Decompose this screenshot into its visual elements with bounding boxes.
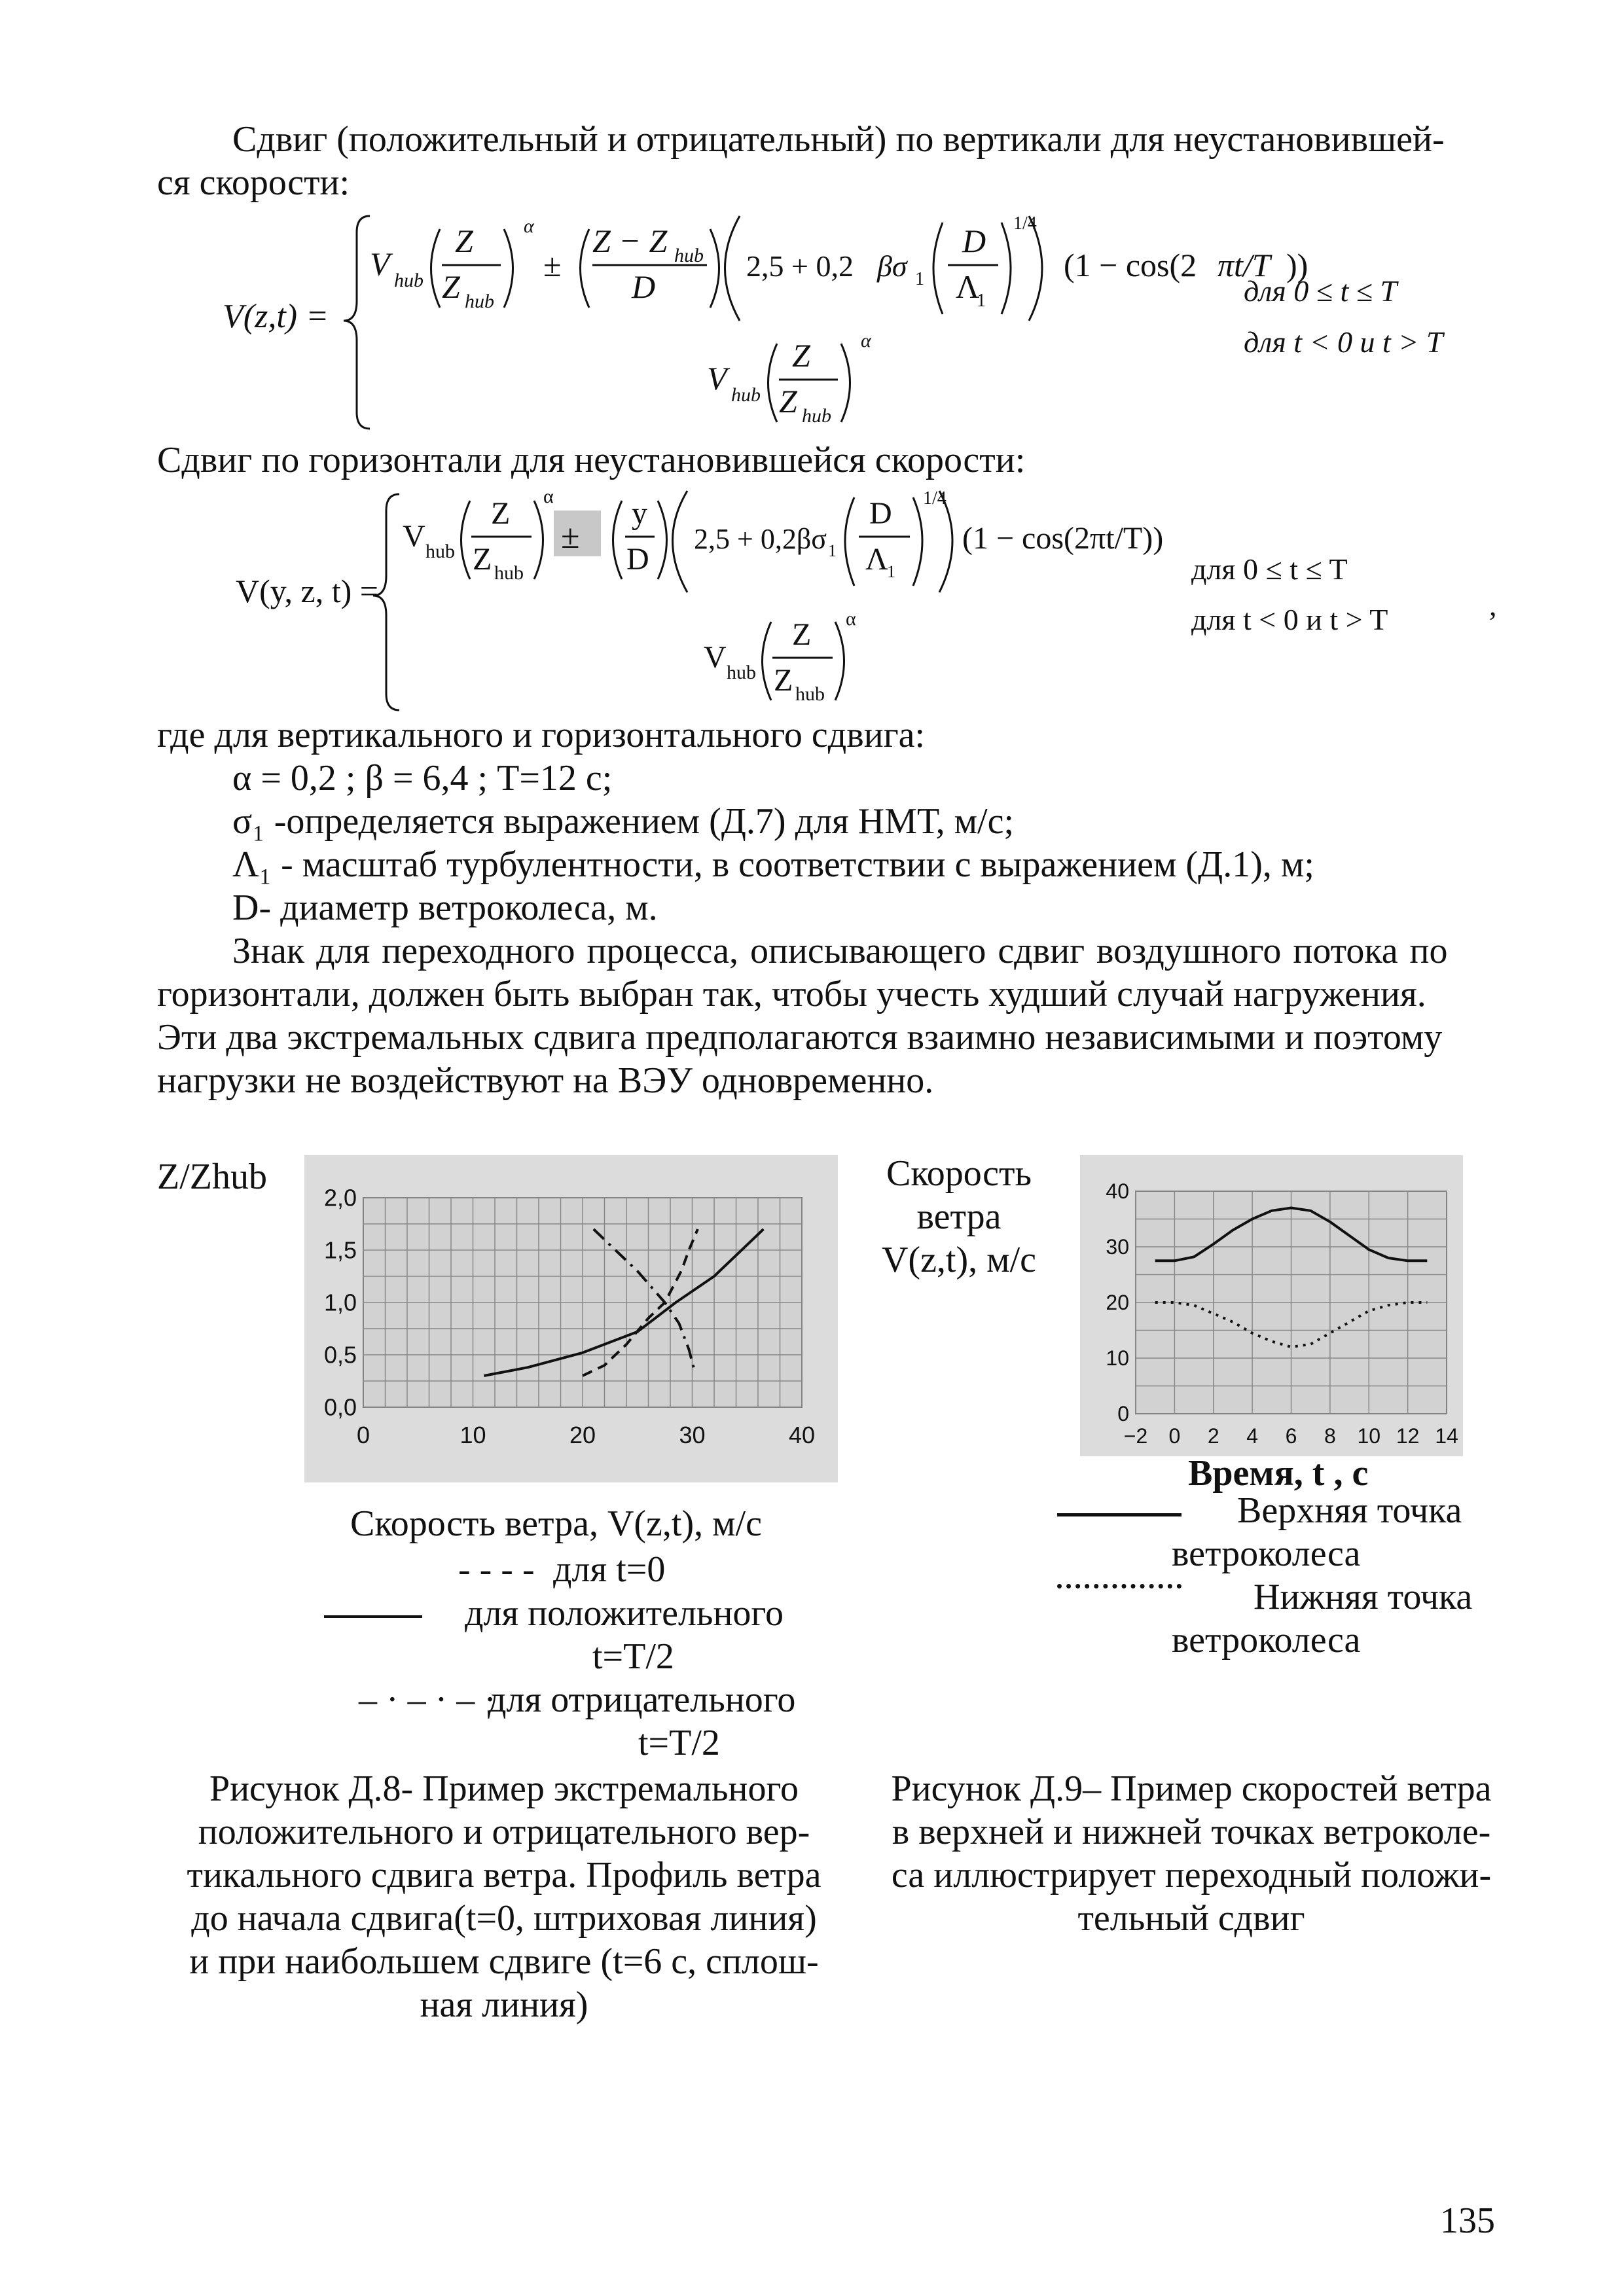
sign-paragraph-line4: нагрузки не воздействуют на ВЭУ одновременно.	[157, 1060, 934, 1101]
svg-text:Z: Z	[442, 268, 460, 305]
c1-ytick-label: 0,0	[323, 1393, 357, 1421]
c1-ytick-label: 2,0	[323, 1184, 357, 1211]
svg-text:Z: Z	[455, 223, 473, 259]
where-intro: где для вертикального и горизонтального сдвига:	[157, 715, 926, 755]
fig8-legend-solid-sample	[324, 1615, 422, 1618]
svg-text:D: D	[632, 268, 656, 305]
fig9-caption-line: са иллюстрирует переходный положи-	[891, 1855, 1492, 1895]
fig8-caption-line: и при наибольшем сдвиге (t=6 с, сплош-	[189, 1941, 819, 1982]
svg-text:±: ±	[543, 247, 562, 283]
fig9-ylabel-line: V(z,t), м/с	[881, 1240, 1036, 1280]
svg-text:D: D	[626, 542, 649, 577]
svg-text:α: α	[543, 486, 554, 507]
page-number: 135	[1440, 2200, 1495, 2241]
svg-text:для 0 ≤ t ≤ T: для 0 ≤ t ≤ T	[1191, 552, 1348, 586]
sign-paragraph-line3: Эти два экстремальных сдвига предполагаются взаимно независимыми и поэтому	[157, 1017, 1443, 1058]
c2-xtick-label: 14	[1435, 1424, 1458, 1448]
svg-text:1: 1	[915, 269, 924, 289]
lambda-definition: Λ₁ - масштаб турбулентности, в соответствии с выражением (Д.1), м;	[232, 844, 1314, 885]
fig8-caption	[144, 1767, 864, 2026]
svg-text:2,5 + 0,2: 2,5 + 0,2	[746, 249, 854, 283]
fig8-legend-text-3: t=T/2	[592, 1636, 674, 1677]
fig8-legend-text-1: для t=0	[553, 1549, 666, 1590]
fig8-ylabel: Z/Zhub	[157, 1157, 267, 1197]
svg-text:1: 1	[828, 541, 837, 560]
c2-xtick-label: 12	[1396, 1424, 1420, 1448]
fig8-legend-sample-1: - - - -	[458, 1549, 535, 1590]
svg-text:Λ: Λ	[865, 542, 888, 577]
svg-text:(1 − cos(2πt/T)): (1 − cos(2πt/T))	[962, 521, 1164, 556]
svg-text:±: ±	[561, 518, 580, 556]
d-definition: D- диаметр ветроколеса, м.	[232, 888, 658, 928]
c2-xtick-label: 6	[1285, 1424, 1297, 1448]
svg-text:V: V	[707, 360, 727, 397]
fig8-legend-sample-4: – · – · – ·	[359, 1679, 496, 1720]
vertical-cond-2: для t < 0 и t > T	[1244, 325, 1443, 359]
svg-text:Z − Z: Z − Z	[592, 223, 668, 259]
c2-xtick-label: 2	[1207, 1424, 1219, 1448]
svg-text:Z: Z	[779, 383, 797, 420]
svg-text:hub: hub	[674, 245, 704, 266]
svg-text:V: V	[370, 245, 390, 282]
fig9-caption-line: тельный сдвиг	[1077, 1898, 1305, 1939]
fig9-caption-line: Рисунок Д.9– Пример скоростей ветра	[891, 1768, 1492, 1809]
c2-ytick-label: 20	[1106, 1291, 1129, 1315]
c2-ytick-label: 0	[1117, 1402, 1129, 1426]
fig8-legend-text-4: для отрицательного	[488, 1679, 796, 1720]
svg-text:Z: Z	[774, 663, 793, 698]
svg-text:hub: hub	[802, 405, 831, 427]
svg-text:V(z,t) =: V(z,t) =	[223, 298, 329, 335]
fig9-caption	[848, 1767, 1535, 1940]
svg-text:hub: hub	[727, 662, 756, 683]
svg-text:βσ: βσ	[877, 249, 907, 283]
fig9-legend-text-lower-2: ветроколеса	[1172, 1620, 1361, 1660]
svg-text:α: α	[846, 608, 856, 630]
svg-text:Z: Z	[491, 496, 511, 531]
svg-text:,: ,	[1489, 588, 1497, 622]
horizontal-shear-intro: Сдвиг по горизонтали для неустановившейся скорости:	[157, 440, 1026, 480]
fig8-caption-line: положительного и отрицательного вер-	[198, 1812, 810, 1852]
svg-text:Z: Z	[473, 542, 492, 577]
c2-ytick-label: 40	[1106, 1179, 1129, 1204]
c2-xtick-label: 10	[1357, 1424, 1381, 1448]
fig9-ylabel-line: Скорость	[886, 1153, 1032, 1194]
vertical-cond-1: для 0 ≤ t ≤ T	[1244, 274, 1398, 308]
svg-text:для t < 0 и t > T: для t < 0 и t > T	[1191, 603, 1388, 636]
c2-xtick-label: 8	[1324, 1424, 1336, 1448]
c1-xtick-label: 0	[356, 1422, 370, 1448]
sign-paragraph-line1: Знак для переходного процесса, описывающего сдвиг воздушного потока по	[232, 931, 1448, 971]
c1-xtick-label: 20	[569, 1422, 596, 1448]
svg-text:α: α	[524, 215, 534, 237]
fig8-legend-text-2: для положительного	[465, 1593, 784, 1634]
c1-xtick-label: 30	[679, 1422, 706, 1448]
fig9-chart	[1080, 1155, 1463, 1456]
svg-text:Λ: Λ	[956, 268, 980, 305]
svg-text:V: V	[403, 519, 425, 554]
svg-text:hub: hub	[494, 562, 524, 584]
fig9-caption-line: в верхней и нижней точках ветроколе-	[892, 1812, 1491, 1852]
svg-text:y: y	[632, 496, 647, 531]
c2-xtick-label: 0	[1168, 1424, 1181, 1448]
vertical-shear-intro-line1: Сдвиг (положительный и отрицательный) по вертикали для неустановившей-	[232, 119, 1445, 160]
fig9-legend-text-upper-1: Верхняя точка	[1237, 1490, 1462, 1531]
svg-text:Z: Z	[792, 337, 810, 374]
svg-text:V(y, z, t) =: V(y, z, t) =	[236, 573, 378, 609]
svg-text:hub: hub	[394, 270, 424, 291]
c2-xtick-label: 4	[1246, 1424, 1259, 1448]
vertical-shear-intro-line2: ся скорости:	[157, 162, 350, 203]
fig9-xlabel: Время, t , c	[1188, 1453, 1369, 1494]
svg-text:)): ))	[1286, 247, 1308, 283]
fig9-ylabel-line: ветра	[916, 1196, 1001, 1237]
svg-text:hub: hub	[425, 541, 455, 562]
fig8-caption-line: Рисунок Д.8- Пример экстремального	[209, 1768, 799, 1809]
params-line: α = 0,2 ; β = 6,4 ; T=12 с;	[232, 758, 613, 798]
svg-text:1/4: 1/4	[923, 488, 947, 509]
fig9-ylabel	[838, 1152, 1080, 1282]
svg-text:hub: hub	[795, 683, 825, 705]
fig8-caption-line: до начала сдвига(t=0, штриховая линия)	[191, 1898, 817, 1939]
svg-text:D: D	[962, 223, 986, 259]
c1-ytick-label: 1,0	[323, 1289, 357, 1316]
svg-text:1: 1	[887, 562, 895, 581]
c1-ytick-label: 0,5	[323, 1341, 357, 1369]
fig9-legend-solid-sample	[1057, 1513, 1182, 1516]
svg-text:1/4: 1/4	[1013, 213, 1037, 234]
horizontal-shear-equation	[236, 484, 1558, 720]
fig9-legend-text-lower-1: Нижняя точка	[1254, 1577, 1473, 1617]
svg-text:Z: Z	[792, 617, 812, 652]
fig8-xlabel: Скорость ветра, V(z,t), м/с	[350, 1503, 762, 1544]
svg-text:(1 − cos(2: (1 − cos(2	[1064, 247, 1197, 283]
fig9-legend-text-upper-2: ветроколеса	[1172, 1534, 1361, 1574]
svg-text:1: 1	[977, 291, 986, 311]
c1-ytick-label: 1,5	[323, 1236, 357, 1264]
fig8-caption-line: ная линия)	[420, 1984, 588, 2025]
c1-xtick-label: 10	[460, 1422, 486, 1448]
fig8-legend-text-5: t=T/2	[638, 1723, 720, 1763]
svg-text:2,5 + 0,2βσ: 2,5 + 0,2βσ	[694, 523, 827, 555]
c1-xtick-label: 40	[788, 1422, 816, 1448]
c2-ytick-label: 30	[1106, 1235, 1129, 1259]
vertical-shear-equation	[223, 203, 1558, 439]
svg-text:V: V	[704, 640, 727, 675]
fig8-chart	[304, 1155, 838, 1482]
sigma-definition: σ₁ -определяется выражением (Д.7) для НМТ, м/с;	[232, 801, 1015, 842]
c2-ytick-label: 10	[1106, 1346, 1129, 1371]
svg-text:α: α	[861, 330, 871, 351]
sign-paragraph-line2: горизонтали, должен быть выбран так, чтобы учесть худший случай нагружения.	[157, 974, 1426, 1014]
fig9-legend-dotted-sample	[1057, 1584, 1182, 1588]
svg-text:D: D	[869, 496, 892, 531]
svg-text:hub: hub	[465, 291, 494, 312]
svg-text:πt/T: πt/T	[1218, 247, 1271, 283]
svg-text:hub: hub	[731, 384, 761, 406]
c2-xtick-label: −2	[1123, 1424, 1148, 1448]
fig8-caption-line: тикального сдвига ветра. Профиль ветра	[187, 1855, 821, 1895]
